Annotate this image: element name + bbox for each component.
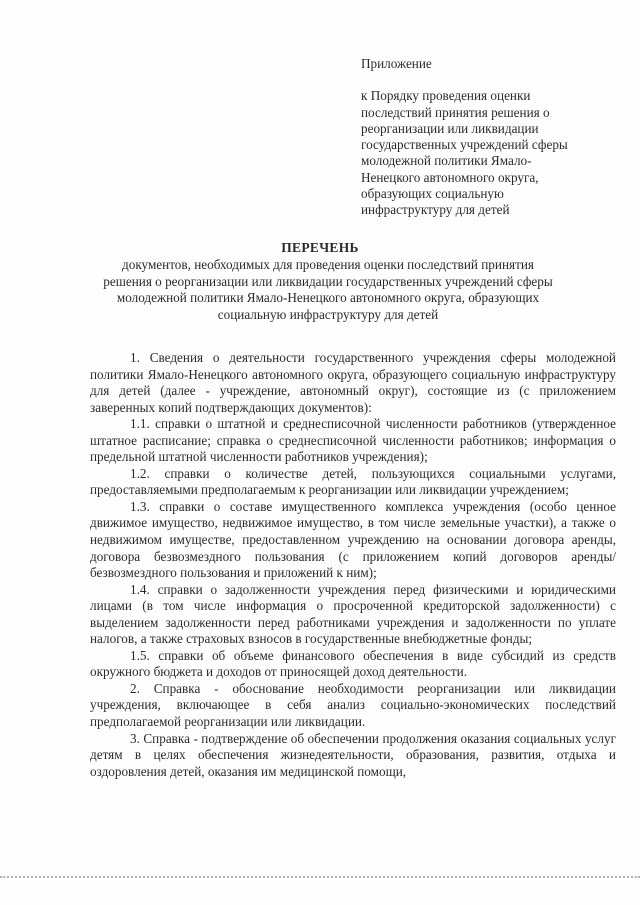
subheading-line: молодежной политики Ямало-Ненецкого автономного округа, образующих [116, 290, 540, 306]
appendix-line: к Порядку проведения оценки [361, 88, 531, 104]
paragraph-1-3: 1.3. справки о составе имущественного комплекса учреждения (особо ценное движимое имущество, недвижимое имущество, в том числе земельные участки), а также о недвижимом имуществе, предоставленном учреждению на основании договора аренды, договора безвозмездного пользования (с приложением копий договоров аренды/безвозмездного пользования и приложений к ним); [90, 498, 616, 581]
appendix-line: молодежной политики Ямало- [361, 153, 532, 169]
appendix-line: государственных учреждений сферы [361, 137, 568, 153]
paragraph-2: 2. Справка - обоснование необходимости реорганизации или ликвидации учреждения, включающее в себя анализ социально-экономических последствий предполагаемой реорганизации или ликвидации. [90, 680, 616, 730]
paragraph-1-2: 1.2. справки о количестве детей, пользующихся социальными услугами, предоставляемыми предполагаемым к реорганизации или ликвидации учреждением; [90, 465, 616, 498]
document-subheading [88, 257, 568, 323]
paragraph-3: 3. Справка - подтверждение об обеспечении продолжения оказания социальных услуг детям в целях обеспечения жизнедеятельности, образования, развития, отдыха и оздоровления детей, оказания им медицинской помощи, [90, 730, 616, 779]
subheading-line: документов, необходимых для проведения оценки последствий принятия [122, 257, 534, 272]
document-heading: ПЕРЕЧЕНЬ [281, 240, 359, 255]
appendix-block [361, 56, 611, 219]
subheading-line: социальную инфраструктуру для детей [217, 306, 439, 322]
appendix-line: последствий принятия решения о [361, 104, 550, 120]
page-bottom-rule [0, 876, 640, 878]
appendix-line: образующих социальную [361, 186, 504, 202]
appendix-line: Ненецкого автономного округа, [361, 169, 539, 185]
paragraph-1: 1. Сведения о деятельности государственного учреждения сферы молодежной политики Ямало-Ненецкого автономного округа, образующего социальную инфраструктуру для детей (далее - учреждение, автономный округ), состоящие из (с приложением заверенных копий подтверждающих документов): [90, 350, 616, 415]
document-body [90, 350, 616, 780]
subheading-line: решения о реорганизации или ликвидации государственных учреждений сферы [103, 273, 553, 289]
paragraph-1-4: 1.4. справки о задолженности учреждения перед физическими и юридическими лицами (в том числе информация о просроченной кредиторской задолженности) с выделением задолженности перед работниками учреждения и задолженности по уплате налогов, а также страховых взносов в государственные внебюджетные фонды; [90, 581, 616, 647]
paragraph-1-5: 1.5. справки об объеме финансового обеспечения в виде субсидий из средств окружного бюджета и доходов от приносящей доход деятельности. [90, 647, 616, 680]
appendix-line: реорганизации или ликвидации [361, 120, 539, 136]
paragraph-1-1: 1.1. справки о штатной и среднесписочной численности работников (утвержденное штатное расписание; справка о среднесписочной численности работников; информация о предельной штатной численности работников учреждения); [90, 416, 616, 465]
appendix-title: Приложение [361, 56, 432, 71]
appendix-line: инфраструктуру для детей [361, 202, 510, 218]
